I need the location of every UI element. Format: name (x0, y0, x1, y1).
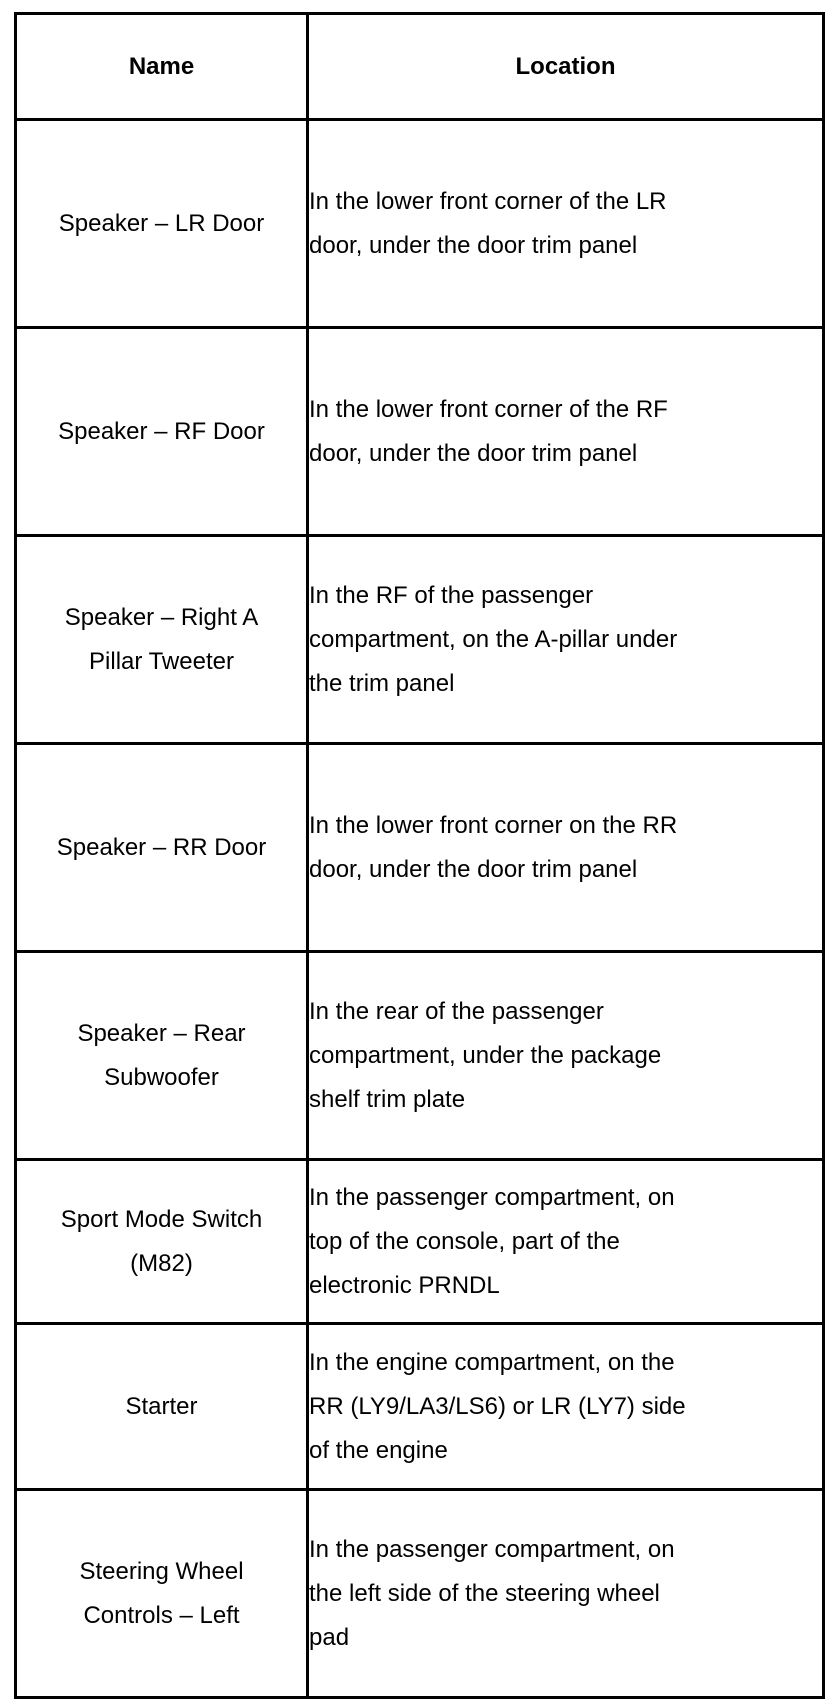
location-text: In the passenger compartment, on top of the console, part of the electronic PRNDL (309, 1183, 675, 1299)
table-header-row (16, 14, 824, 120)
name-cell (16, 1160, 308, 1324)
location-text: In the RF of the passenger compartment, on the A-pillar under the trim panel (309, 581, 678, 697)
table-row (16, 536, 824, 744)
location-cell (308, 952, 824, 1160)
name-cell (16, 328, 308, 536)
location-text: In the lower front corner of the LR door, under the door trim panel (309, 187, 667, 259)
location-text: In the rear of the passenger compartment, under the package shelf trim plate (309, 997, 662, 1113)
location-text: In the lower front corner of the RF door, under the door trim panel (309, 395, 668, 467)
name-cell (16, 120, 308, 328)
name-text: Speaker – RR Door (56, 833, 267, 861)
name-text: Steering Wheel Controls – Left (79, 1557, 244, 1629)
table-row (16, 328, 824, 536)
table-row (16, 1324, 824, 1490)
component-location-table (14, 12, 825, 1699)
header-name: Name (16, 14, 308, 120)
name-cell (16, 744, 308, 952)
location-cell (308, 328, 824, 536)
name-cell (16, 1324, 308, 1490)
name-text: Starter (125, 1392, 198, 1420)
location-cell (308, 1324, 824, 1490)
header-location: Location (308, 14, 824, 120)
name-text: Speaker – Rear Subwoofer (77, 1019, 246, 1091)
table-row (16, 952, 824, 1160)
name-text: Speaker – LR Door (58, 209, 265, 237)
table-row (16, 744, 824, 952)
location-cell (308, 744, 824, 952)
location-text: In the lower front corner on the RR door, under the door trim panel (309, 811, 678, 883)
name-cell (16, 952, 308, 1160)
name-text: Speaker – Right A Pillar Tweeter (64, 603, 259, 675)
table-row (16, 1160, 824, 1324)
name-text: Sport Mode Switch (M82) (60, 1205, 263, 1277)
location-cell (308, 120, 824, 328)
location-text: In the engine compartment, on the RR (LY9/LA3/LS6) or LR (LY7) side of the engine (309, 1348, 686, 1464)
location-cell (308, 1160, 824, 1324)
name-cell (16, 1490, 308, 1698)
location-cell (308, 1490, 824, 1698)
location-cell (308, 536, 824, 744)
table-row (16, 1490, 824, 1698)
name-text: Speaker – RF Door (58, 417, 265, 445)
location-text: In the passenger compartment, on the left side of the steering wheel pad (309, 1535, 675, 1651)
name-cell (16, 536, 308, 744)
table-row (16, 120, 824, 328)
